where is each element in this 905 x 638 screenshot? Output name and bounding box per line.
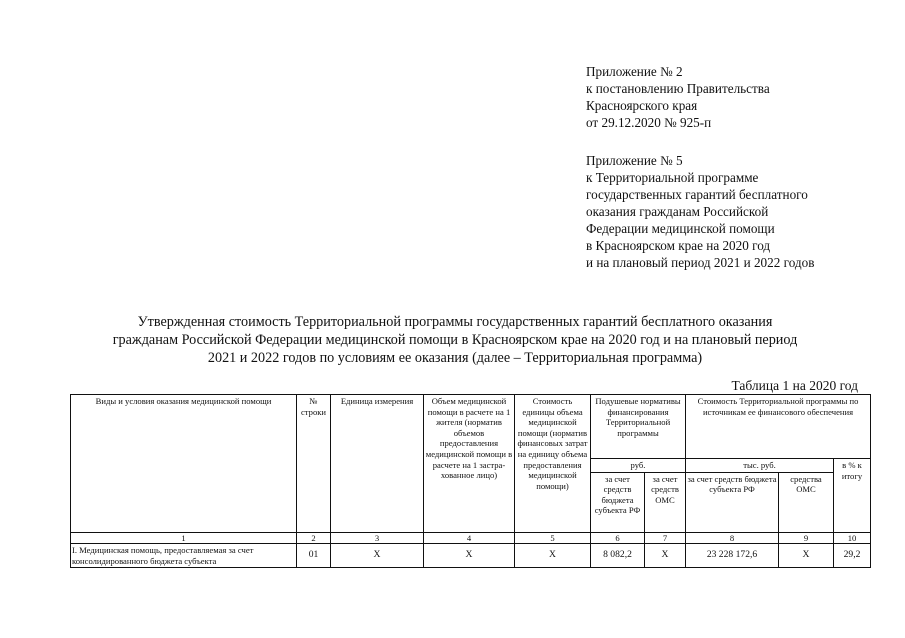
column-number: 7 <box>645 532 686 544</box>
table-caption: Таблица 1 на 2020 год <box>731 378 858 393</box>
header-cost: Стоимость единицы объема медицинской помощи (норматив финансовых затрат на единицу объема предоставления медицинской помощи) <box>515 395 591 533</box>
title-line: Утвержденная стоимость Территориальной программы государственных гарантий бесплатного оказания <box>137 314 773 330</box>
row-unit: X <box>331 544 424 568</box>
row-cost: X <box>515 544 591 568</box>
column-number: 6 <box>591 532 645 544</box>
annex-line: оказания гражданам Российской <box>586 204 769 219</box>
cost-table <box>70 394 871 568</box>
title-line: гражданам Российской Федерации медицинской помощи в Красноярском крае на 2020 год и на плановый период <box>112 332 798 348</box>
annex-line: Приложение № 2 <box>586 64 683 79</box>
row-cost-budget: 23 228 172,6 <box>686 544 779 568</box>
column-number: 2 <box>297 532 331 544</box>
row-name: I. Медицинская помощь, предоставляемая за счет консолидированного бюджета субъекта <box>71 544 297 568</box>
annex-line: и на плановый период 2021 и 2022 годов <box>586 255 815 270</box>
annex-line: в Красноярском крае на 2020 год <box>586 238 771 253</box>
annex-line: к Территориальной программе <box>586 170 759 185</box>
row-cost-oms: X <box>779 544 834 568</box>
header-per-capita: Подушевые нормативы финансирования Территориальной программы <box>591 395 686 459</box>
annex-line: Красноярского края <box>586 98 698 113</box>
annex-5-reference <box>586 152 814 271</box>
column-number: 5 <box>515 532 591 544</box>
header-rub: руб. <box>591 459 686 473</box>
header-oms: за счет средств ОМС <box>645 472 686 532</box>
column-numbers-row <box>71 532 871 544</box>
header-row-no: № строки <box>297 395 331 533</box>
column-number: 4 <box>424 532 515 544</box>
header-program-cost: Стоимость Территориальной программы по источникам ее финансового обеспечения <box>686 395 871 459</box>
header-types: Виды и условия оказания медицинской помощи <box>71 395 297 533</box>
column-number: 8 <box>686 532 779 544</box>
header-budget-rf: за счет средств бюджета субъекта РФ <box>591 472 645 532</box>
annex-2-reference <box>586 63 770 131</box>
title-line: 2021 и 2022 годов по условиям ее оказания (далее – Территориальная программа) <box>207 350 703 366</box>
column-number: 3 <box>331 532 424 544</box>
header-oms-2: средства ОМС <box>779 472 834 532</box>
row-number: 01 <box>297 544 331 568</box>
column-number: 1 <box>71 532 297 544</box>
row-volume: X <box>424 544 515 568</box>
annex-line: от 29.12.2020 № 925-п <box>586 115 712 130</box>
header-volume: Объем медицинской помощи в расчете на 1 жителя (норматив объемов предоставления медицинской помощи в расчете на 1 застра-хованное лицо) <box>424 395 515 533</box>
row-pct: 29,2 <box>834 544 871 568</box>
annex-line: государственных гарантий бесплатного <box>586 187 808 202</box>
annex-line: Приложение № 5 <box>586 153 683 168</box>
header-thous-rub: тыс. руб. <box>686 459 834 473</box>
column-number: 9 <box>779 532 834 544</box>
annex-line: к постановлению Правительства <box>586 81 770 96</box>
row-per-capita-budget: 8 082,2 <box>591 544 645 568</box>
column-number: 10 <box>834 532 871 544</box>
annex-line: Федерации медицинской помощи <box>586 221 775 236</box>
table-row <box>71 544 871 568</box>
row-per-capita-oms: X <box>645 544 686 568</box>
header-budget-rf-2: за счет средств бюджета субъекта РФ <box>686 472 779 532</box>
header-unit: Единица измерения <box>331 395 424 533</box>
document-title <box>60 313 850 367</box>
header-pct: в % к итогу <box>834 459 871 533</box>
